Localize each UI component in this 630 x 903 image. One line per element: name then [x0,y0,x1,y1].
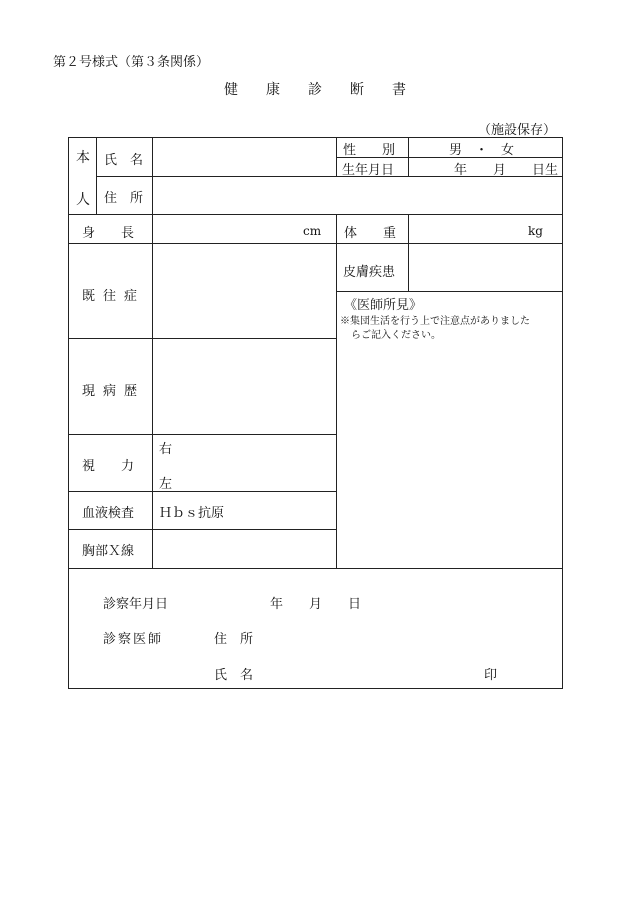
present-illness-field[interactable] [153,339,336,434]
doctor-name-field[interactable] [262,658,472,682]
name-field[interactable] [153,138,336,176]
weight-unit: kg [528,224,543,238]
address-label: 住 所 [104,191,144,206]
address-field[interactable] [153,177,562,214]
doctor-name-label: 氏 名 [214,668,254,683]
dob-field[interactable]: 年 月 日生 [454,163,559,178]
height-unit: cm [303,224,322,238]
vision-left-label: 左 [159,477,173,492]
seal-mark: 印 [484,668,498,683]
sex-options[interactable]: 男 ・ 女 [449,143,515,158]
exam-date-label: 診察年月日 [103,597,169,612]
skin-disease-label: 皮膚疾患 [343,265,396,280]
vision-label: 視 力 [82,459,135,474]
doctor-opinion-note-line2: らご記入ください。 [351,330,441,341]
height-field[interactable] [153,215,293,243]
exam-date-field[interactable]: 年 月 日 [270,597,362,612]
past-illness-field[interactable] [153,244,336,338]
doctor-address-label: 住 所 [214,632,254,647]
dob-label: 生年月日 [342,163,395,178]
blood-test-field[interactable] [240,492,336,529]
sex-label: 性 別 [343,143,396,158]
person-label-top: 本 [76,150,90,166]
name-label: 氏 名 [104,153,144,168]
doctor-opinion-heading: 《医師所見》 [344,298,423,313]
chest-xray-label: 胸部Ｘ線 [82,544,135,559]
vision-right-label: 右 [159,442,173,457]
doctor-opinion-field[interactable] [337,340,562,568]
height-label: 身 長 [82,226,135,241]
past-illness-label: 既往症 [82,289,146,304]
page-title: 健 康 診 断 書 [224,82,406,98]
doctor-opinion-note-line1: ※集団生活を行う上で注意点がありました [340,316,530,327]
vision-field[interactable] [178,435,336,491]
blood-test-value: Ｈｂｓ抗原 [159,506,225,521]
weight-label: 体 重 [344,226,397,241]
person-label-bottom: 人 [76,192,90,208]
storage-note: （施設保存） [478,123,557,138]
examining-doctor-label: 診察医師 [103,632,164,647]
skin-disease-field[interactable] [409,244,562,291]
chest-xray-field[interactable] [153,530,336,568]
doctor-address-field[interactable] [262,622,552,646]
weight-field[interactable] [409,215,519,243]
present-illness-label: 現病歴 [82,384,146,399]
blood-test-label: 血液検査 [82,506,135,521]
form-number: 第２号様式（第３条関係） [53,55,210,70]
